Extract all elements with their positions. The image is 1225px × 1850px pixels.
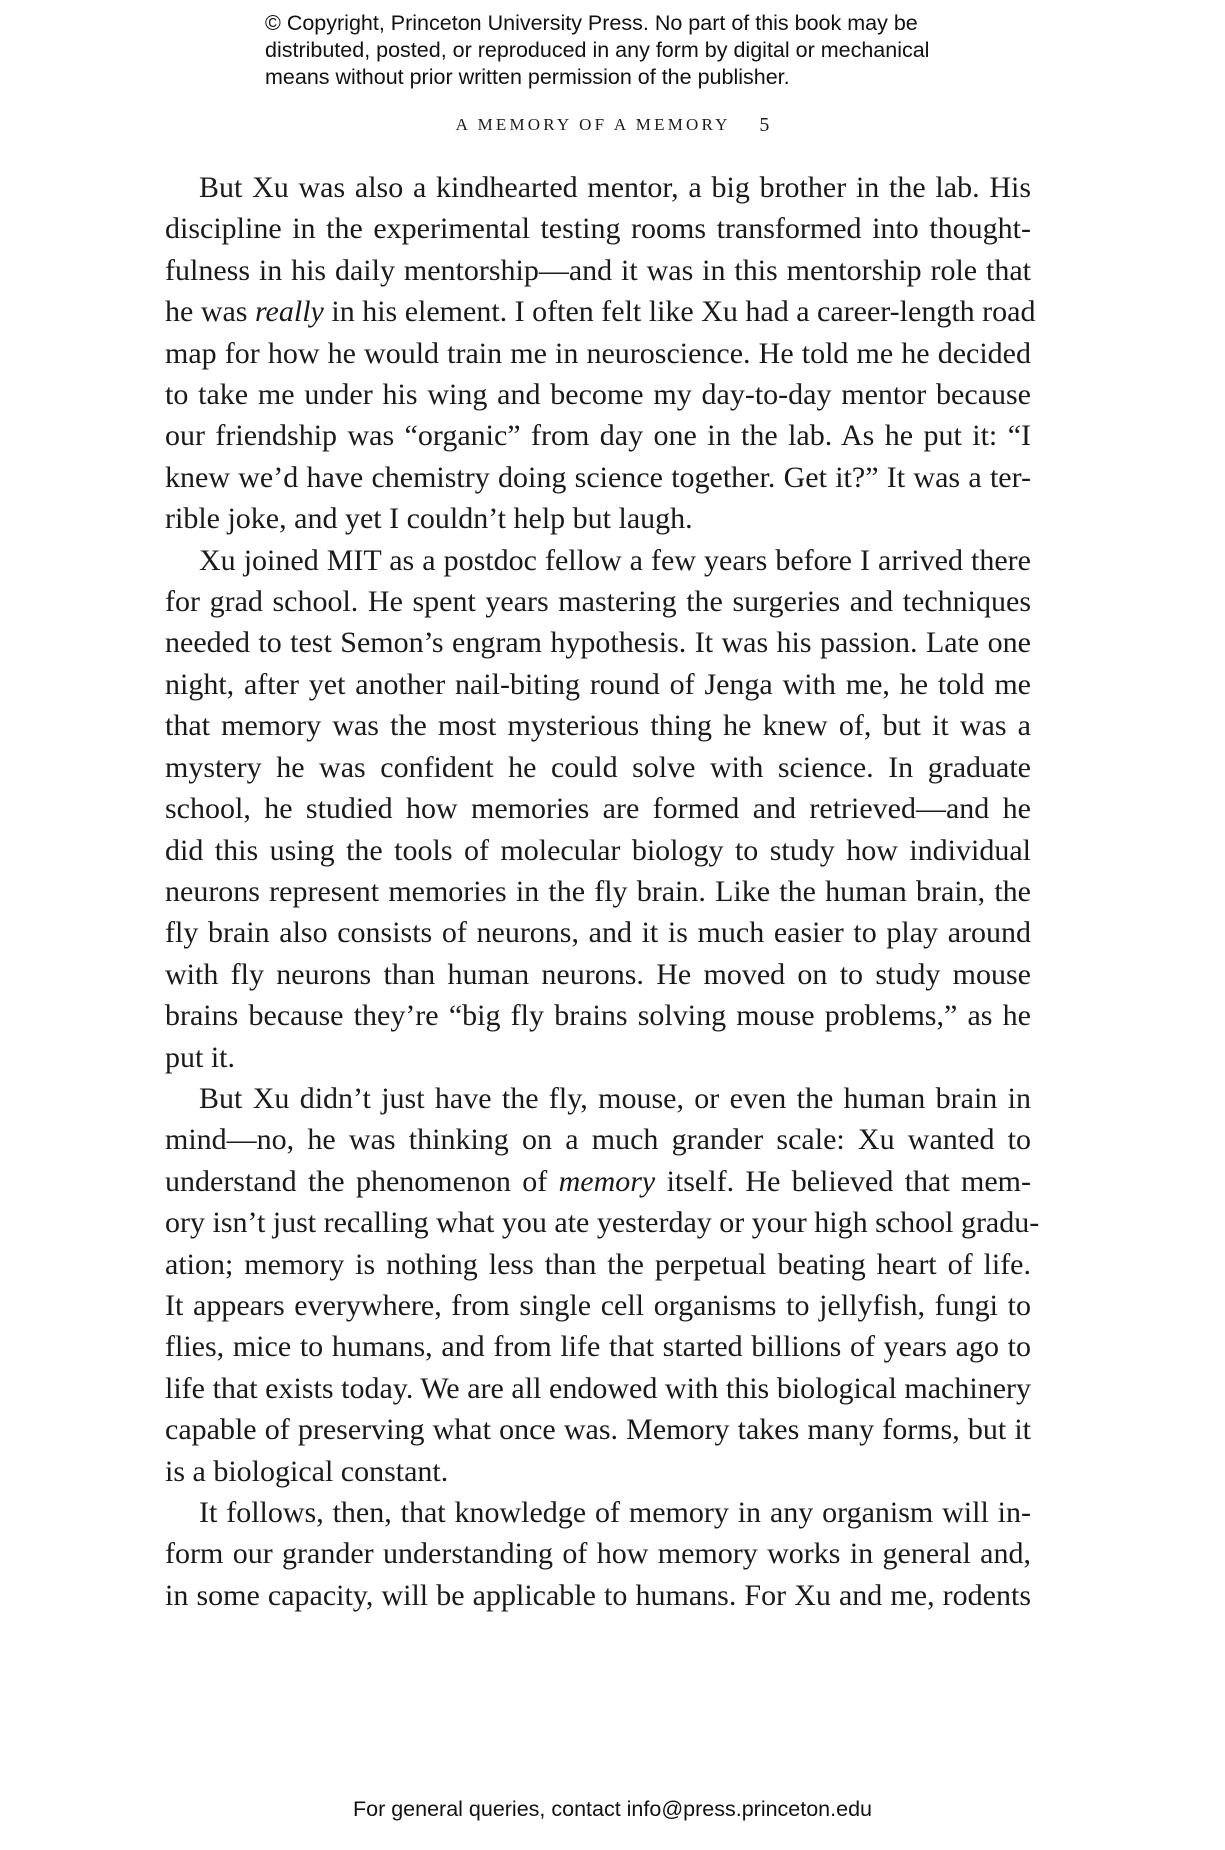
text-line: in some capacity, will be applicable to humans. For Xu and me, rodents — [165, 1578, 1031, 1612]
text-line: flies, mice to humans, and from life that started billions of years ago to — [165, 1330, 1031, 1364]
emphasis: memory — [558, 1164, 656, 1198]
paragraph — [165, 540, 1031, 1078]
paragraph — [165, 1492, 1031, 1616]
text-line: fulness in his daily mentorship—and it was in this mentorship role that — [165, 253, 1031, 287]
text-line: ory isn’t just recalling what you ate yesterday or your high school gradu- — [165, 1206, 1040, 1240]
emphasis: really — [254, 295, 324, 329]
text-line: is a biological constant. — [165, 1454, 449, 1488]
text-line: brains because they’re “big fly brains solving mouse problems,” as he — [165, 999, 1031, 1033]
text-line: Xu joined MIT as a postdoc fellow a few years before I arrived there — [199, 543, 1031, 577]
text-line: knew we’d have chemistry doing science together. Get it?” It was a ter- — [165, 460, 1031, 494]
text-line: put it. — [165, 1040, 236, 1074]
paragraph — [165, 167, 1036, 540]
text-line: map for how he would train me in neuroscience. He told me he decided — [165, 336, 1031, 370]
text-line: understand the phenomenon of memory itself. He believed that mem- — [165, 1164, 1031, 1198]
text-line: It appears everywhere, from single cell organisms to jellyfish, fungi to — [165, 1288, 1031, 1322]
text-line: needed to test Semon’s engram hypothesis. It was his passion. Late one — [165, 626, 1031, 660]
text-line: ation; memory is nothing less than the perpetual beating heart of life. — [165, 1247, 1031, 1281]
copyright-line: distributed, posted, or reproduced in any form by digital or mechanical — [265, 38, 930, 62]
text-line: But Xu didn’t just have the fly, mouse, or even the human brain in — [199, 1081, 1031, 1115]
copyright-notice — [265, 10, 1025, 91]
text-line: for grad school. He spent years mastering the surgeries and techniques — [165, 585, 1031, 619]
text-line: mind—no, he was thinking on a much grander scale: Xu wanted to — [165, 1123, 1031, 1157]
copyright-line: © Copyright, Princeton University Press. No part of this book may be — [265, 11, 918, 35]
text-line: school, he studied how memories are formed and retrieved—and he — [165, 792, 1031, 826]
text-line: to take me under his wing and become my day-to-day mentor because — [165, 378, 1031, 412]
text-line: form our grander understanding of how memory works in general and, — [165, 1537, 1031, 1571]
text-line: that memory was the most mysterious thing he knew of, but it was a — [165, 709, 1031, 743]
text-line: mystery he was confident he could solve with science. In graduate — [165, 750, 1031, 784]
text-line: did this using the tools of molecular biology to study how individual — [165, 833, 1031, 867]
text-line: life that exists today. We are all endowed with this biological machinery — [165, 1371, 1031, 1405]
paragraph — [165, 1078, 1040, 1492]
copyright-line: means without prior written permission of the publisher. — [265, 65, 790, 89]
text-line: It follows, then, that knowledge of memory in any organism will in- — [199, 1496, 1031, 1529]
chapter-title: A MEMORY OF A MEMORY — [455, 115, 730, 134]
text-line: fly brain also consists of neurons, and it is much easier to play around — [165, 916, 1031, 950]
page-number: 5 — [759, 114, 770, 136]
running-head — [0, 114, 1225, 137]
text-line: capable of preserving what once was. Memory takes many forms, but it — [165, 1413, 1031, 1447]
text-line: night, after yet another nail-biting round of Jenga with me, he told me — [165, 667, 1031, 701]
footer-contact: For general queries, contact info@press.princeton.edu — [352, 1797, 872, 1821]
text-line: neurons represent memories in the fly brain. Like the human brain, the — [165, 874, 1031, 908]
text-line: our friendship was “organic” from day one in the lab. As he put it: “I — [165, 419, 1031, 453]
text-line: with fly neurons than human neurons. He moved on to study mouse — [165, 957, 1031, 991]
text-line: he was really in his element. I often felt like Xu had a career-length road — [165, 295, 1036, 329]
text-line: But Xu was also a kindhearted mentor, a big brother in the lab. His — [199, 171, 1031, 204]
text-line: discipline in the experimental testing rooms transformed into thought- — [165, 212, 1031, 246]
text-line: rible joke, and yet I couldn’t help but laugh. — [165, 502, 693, 536]
body-text — [165, 167, 1040, 1616]
